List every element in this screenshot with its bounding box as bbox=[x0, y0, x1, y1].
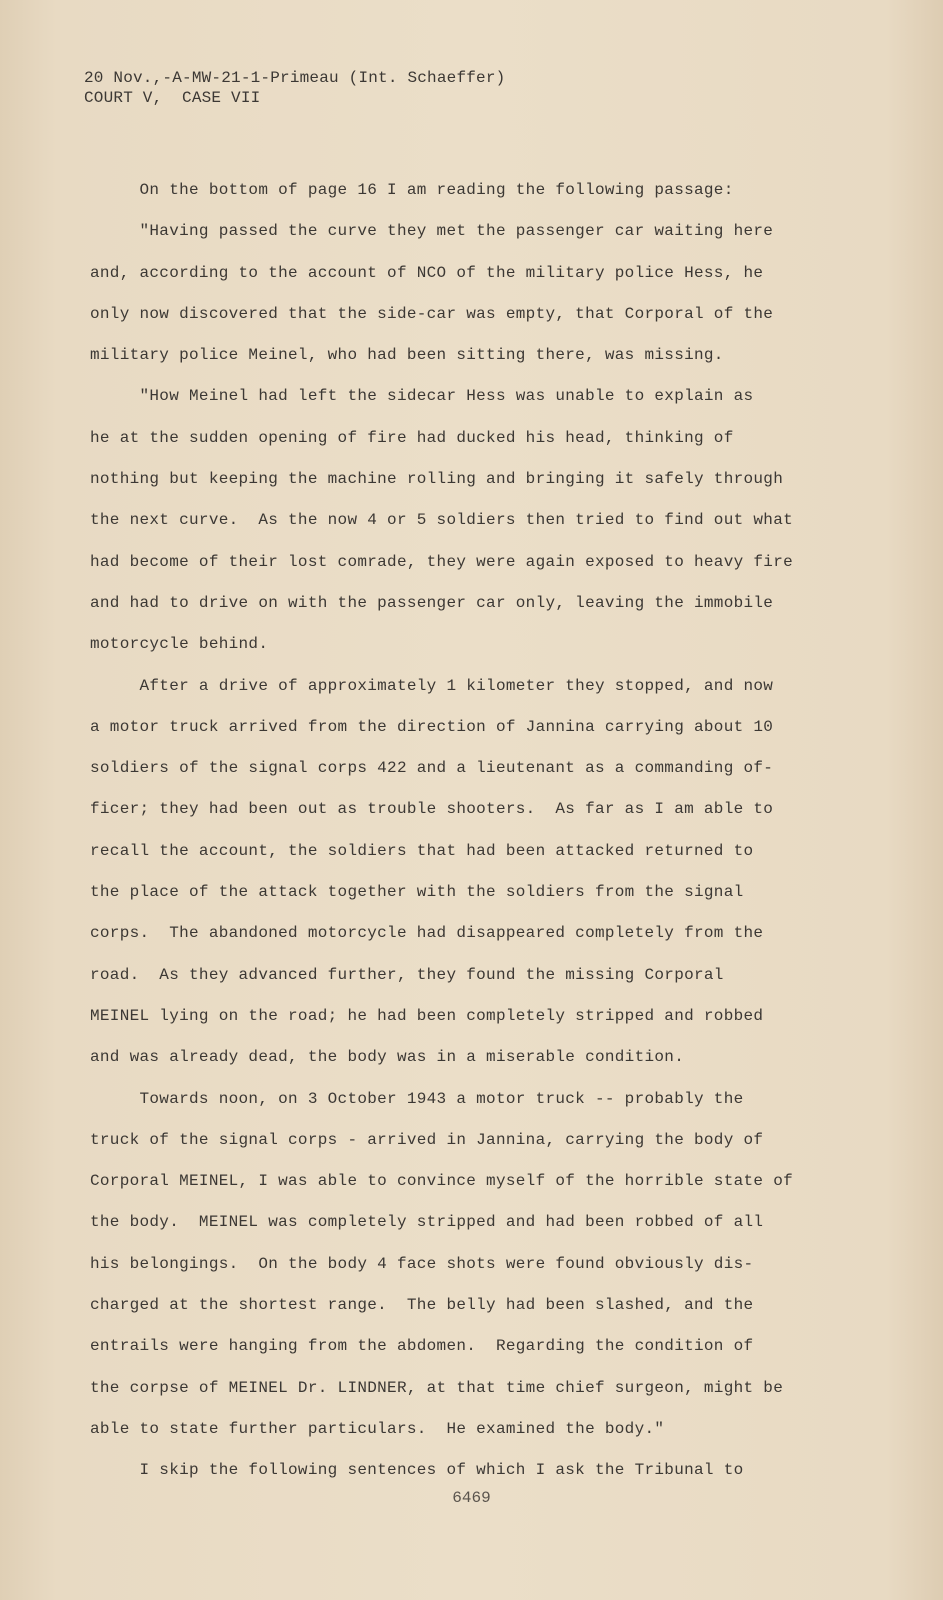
text-line: Corporal MEINEL, I was able to convince myself of the horrible state of bbox=[90, 1172, 794, 1191]
text-line: had become of their lost comrade, they were again exposed to heavy fire bbox=[90, 552, 794, 571]
page-number: 6469 bbox=[452, 1489, 491, 1507]
text-line: I skip the following sentences of which I ask the Tribunal to bbox=[90, 1461, 744, 1480]
text-line: ficer; they had been out as trouble shooters. As far as I am able to bbox=[90, 800, 774, 819]
text-line: recall the account, the soldiers that had been attacked returned to bbox=[90, 841, 754, 860]
text-line: "How Meinel had left the sidecar Hess was unable to explain as bbox=[90, 387, 754, 406]
text-line: road. As they advanced further, they found the missing Corporal bbox=[90, 965, 724, 984]
text-line: a motor truck arrived from the direction of Jannina carrying about 10 bbox=[90, 717, 774, 736]
text-line: truck of the signal corps - arrived in Jannina, carrying the body of bbox=[90, 1130, 764, 1149]
text-line: the next curve. As the now 4 or 5 soldiers then tried to find out what bbox=[90, 511, 794, 530]
text-line: and had to drive on with the passenger car only, leaving the immobile bbox=[90, 593, 774, 612]
text-line: nothing but keeping the machine rolling and bringing it safely through bbox=[90, 470, 784, 489]
text-line: soldiers of the signal corps 422 and a lieutenant as a commanding of- bbox=[90, 759, 774, 778]
text-line: the corpse of MEINEL Dr. LINDNER, at that time chief surgeon, might be bbox=[90, 1378, 784, 1397]
text-line: he at the sudden opening of fire had ducked his head, thinking of bbox=[90, 428, 734, 447]
transcript-body bbox=[90, 170, 830, 1492]
text-line: Towards noon, on 3 October 1943 a motor truck -- probably the bbox=[90, 1089, 744, 1108]
text-line: entrails were hanging from the abdomen. Regarding the condition of bbox=[90, 1337, 754, 1356]
text-line: and, according to the account of NCO of the military police Hess, he bbox=[90, 263, 764, 282]
text-line: After a drive of approximately 1 kilometer they stopped, and now bbox=[90, 676, 774, 695]
text-line: motorcycle behind. bbox=[90, 635, 269, 654]
text-line: able to state further particulars. He examined the body." bbox=[90, 1419, 665, 1438]
text-line: and was already dead, the body was in a miserable condition. bbox=[90, 1048, 685, 1067]
header-line-1: 20 Nov.,-A-MW-21-1-Primeau (Int. Schaeffer) bbox=[84, 69, 506, 87]
header-line-2: COURT V, CASE VII bbox=[84, 89, 261, 107]
text-line: military police Meinel, who had been sitting there, was missing. bbox=[90, 346, 724, 365]
text-line: only now discovered that the side-car was empty, that Corporal of the bbox=[90, 304, 774, 323]
document-header bbox=[84, 68, 505, 108]
text-line: MEINEL lying on the road; he had been completely stripped and robbed bbox=[90, 1006, 764, 1025]
text-line: the place of the attack together with the soldiers from the signal bbox=[90, 883, 744, 902]
text-line: the body. MEINEL was completely stripped and had been robbed of all bbox=[90, 1213, 764, 1232]
text-line: "Having passed the curve they met the passenger car waiting here bbox=[90, 222, 774, 241]
text-line: corps. The abandoned motorcycle had disappeared completely from the bbox=[90, 924, 764, 943]
text-line: On the bottom of page 16 I am reading the following passage: bbox=[90, 181, 734, 199]
text-line: charged at the shortest range. The belly had been slashed, and the bbox=[90, 1296, 754, 1315]
text-line: his belongings. On the body 4 face shots were found obviously dis- bbox=[90, 1254, 754, 1273]
